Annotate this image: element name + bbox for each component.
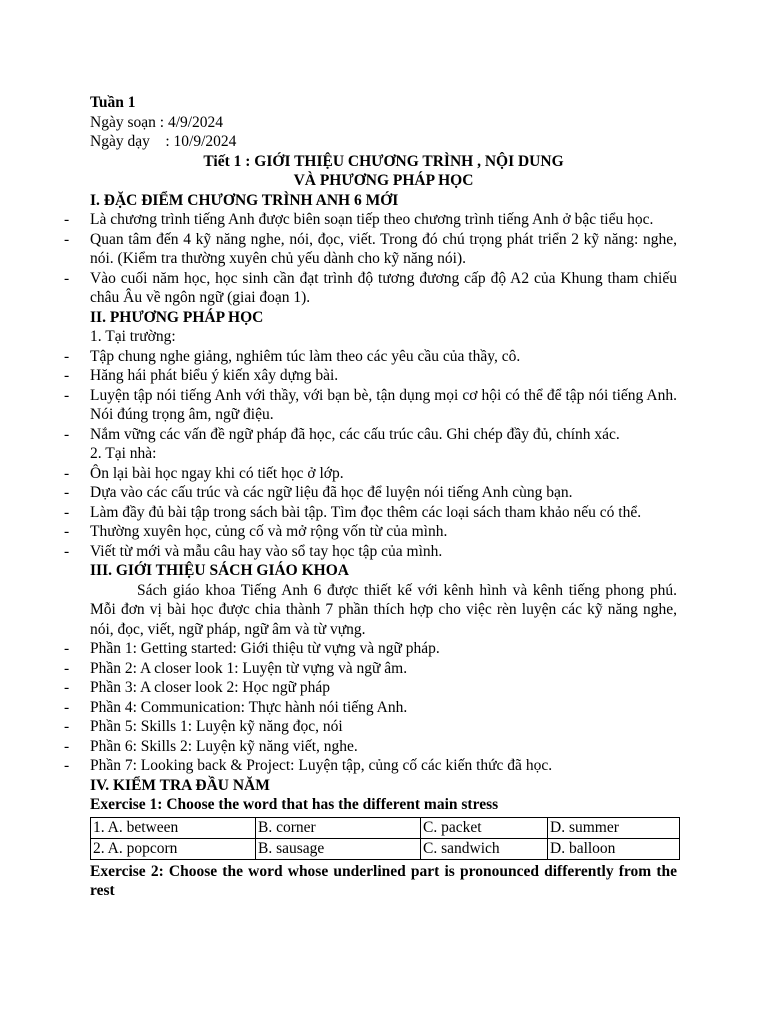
list-item: - Nắm vững các vấn đề ngữ pháp đã học, các cấu trúc câu. Ghi chép đầy đủ, chính xác. xyxy=(90,425,677,445)
section4-heading: IV. KIỂM TRA ĐẦU NĂM xyxy=(90,776,270,794)
prep-date-label: Ngày soạn xyxy=(90,113,156,131)
exercise1-title: Exercise 1: Choose the word that has the different main stress xyxy=(90,796,499,813)
list-item: - Làm đầy đủ bài tập trong sách bài tập. Tìm đọc thêm các loại sách tham khảo nếu có thể. xyxy=(90,503,677,523)
table-cell: D. summer xyxy=(548,817,680,838)
table-cell: 2. A. popcorn xyxy=(91,838,256,859)
list-item: - Dựa vào các cấu trúc và các ngữ liệu đã học để luyện nói tiếng Anh cùng bạn. xyxy=(90,483,677,503)
table-row xyxy=(91,817,680,838)
table-cell: 1. A. between xyxy=(91,817,256,838)
list-item: - Phần 5: Skills 1: Luyện kỹ năng đọc, nói xyxy=(90,717,677,737)
lesson-title-line1: Tiết 1 : GIỚI THIỆU CHƯƠNG TRÌNH , NỘI DUNG xyxy=(203,152,564,170)
list-item: - Quan tâm đến 4 kỹ năng nghe, nói, đọc, viết. Trong đó chú trọng phát triển 2 kỹ năng: nghe, nói. (Kiểm tra thường xuyên chủ yếu dành cho kỹ năng nói). xyxy=(90,230,677,269)
document-body xyxy=(90,93,677,901)
section3-paragraph: Sách giáo khoa Tiếng Anh 6 được thiết kế với kênh hình và kênh tiếng phong phú. Mỗi đơn vị bài học được chia thành 7 phần thích hợp cho việc rèn luyện các kỹ năng nghe, nói, đọc, viết, ngữ pháp, ngữ âm và từ vựng. xyxy=(90,581,677,638)
exercise2-title: Exercise 2: Choose the word whose underlined part is pronounced differently from the rest xyxy=(90,862,677,899)
list-item: - Luyện tập nói tiếng Anh với thầy, với bạn bè, tận dụng mọi cơ hội có thể để tập nói tiếng Anh. Nói đúng trọng âm, ngữ điệu. xyxy=(90,386,677,425)
list-item: - Phần 6: Skills 2: Luyện kỹ năng viết, nghe. xyxy=(90,737,677,757)
section2-sub1: 1. Tại trường: xyxy=(90,328,176,345)
table-row xyxy=(91,838,680,859)
section2-heading: II. PHƯƠNG PHÁP HỌC xyxy=(90,308,264,326)
table-cell: C. packet xyxy=(421,817,548,838)
list-item: - Hăng hái phát biểu ý kiến xây dựng bài. xyxy=(90,366,677,386)
section1-heading: I. ĐẶC ĐIỂM CHƯƠNG TRÌNH ANH 6 MỚI xyxy=(90,191,399,209)
table-cell: C. sandwich xyxy=(421,838,548,859)
list-item: - Vào cuối năm học, học sinh cần đạt trình độ tương đương cấp độ A2 của Khung tham chiếu châu Âu về ngôn ngữ (giai đoạn 1). xyxy=(90,269,677,308)
list-item: - Phần 2: A closer look 1: Luyện từ vựng và ngữ âm. xyxy=(90,659,677,679)
list-item: - Phần 3: A closer look 2: Học ngữ pháp xyxy=(90,678,677,698)
list-item: - Thường xuyên học, củng cố và mở rộng vốn từ của mình. xyxy=(90,522,677,542)
week-label: Tuần 1 xyxy=(90,94,136,111)
list-item: - Tập chung nghe giảng, nghiêm túc làm theo các yêu cầu của thầy, cô. xyxy=(90,347,677,367)
exercise1-table xyxy=(90,817,680,860)
table-cell: D. balloon xyxy=(548,838,680,859)
list-item: - Là chương trình tiếng Anh được biên soạn tiếp theo chương trình tiếng Anh ở bậc tiểu học. xyxy=(90,210,677,230)
teach-date-line: Ngày dạy : 10/9/2024 xyxy=(90,133,237,150)
lesson-title-line2: VÀ PHƯƠNG PHÁP HỌC xyxy=(293,172,474,189)
teach-date-label: Ngày dạy xyxy=(90,133,150,150)
list-item: - Phần 1: Getting started: Giới thiệu từ vựng và ngữ pháp. xyxy=(90,639,677,659)
teach-date-value: 10/9/2024 xyxy=(173,133,237,150)
section3-heading: III. GIỚI THIỆU SÁCH GIÁO KHOA xyxy=(90,562,349,579)
table-cell: B. sausage xyxy=(256,838,421,859)
prep-date-value: 4/9/2024 xyxy=(167,113,224,131)
list-item: - Phần 7: Looking back & Project: Luyện tập, củng cố các kiến thức đã học. xyxy=(90,756,677,776)
list-item: - Phần 4: Communication: Thực hành nói tiếng Anh. xyxy=(90,698,677,718)
prep-date-line: Ngày soạn : 4/9/2024 xyxy=(90,113,224,131)
list-item: - Ôn lại bài học ngay khi có tiết học ở lớp. xyxy=(90,464,677,484)
section2-sub2: 2. Tại nhà: xyxy=(90,445,157,462)
table-cell: B. corner xyxy=(256,817,421,838)
list-item: - Viết từ mới và mẫu câu hay vào sổ tay học tập của mình. xyxy=(90,542,677,562)
